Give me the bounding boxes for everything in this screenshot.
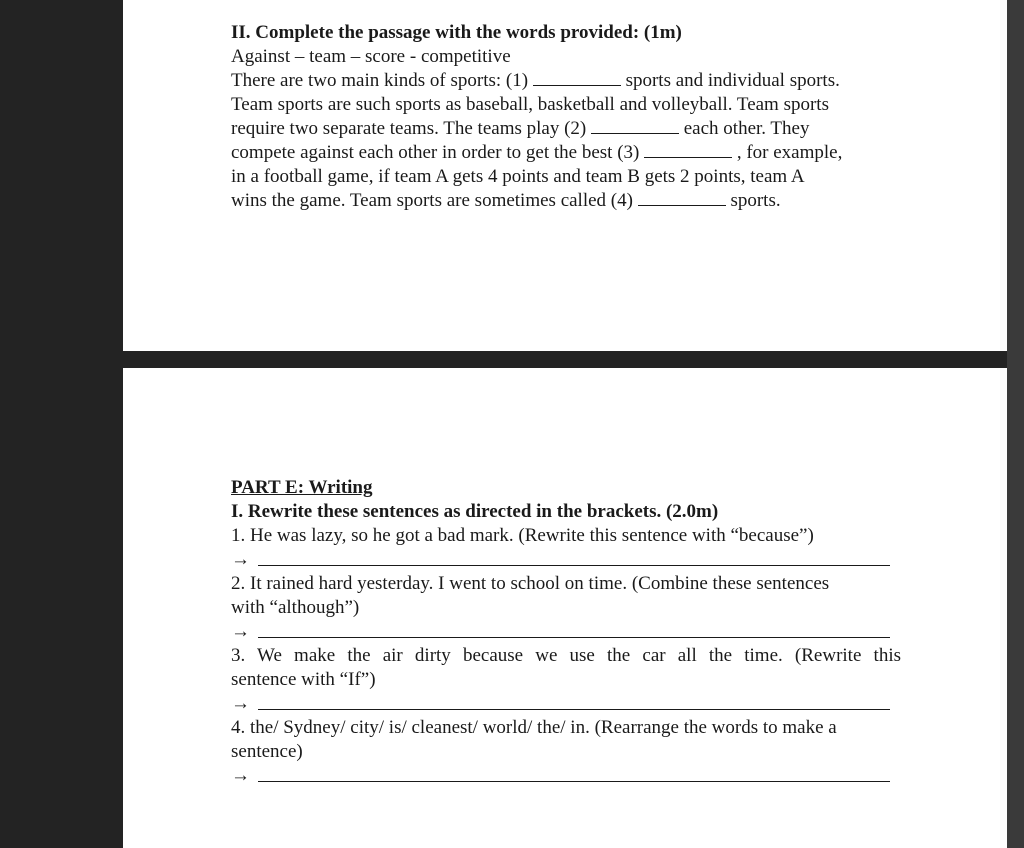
question-2: 2. It rained hard yesterday. I went to school on time. (Combine these sentences xyxy=(231,573,830,594)
passage-line: Team sports are such sports as baseball, basketball and volleyball. Team sports xyxy=(231,94,829,115)
passage-text: each other. They xyxy=(678,118,810,139)
arrow-icon: → xyxy=(231,765,250,786)
passage-line xyxy=(231,69,901,93)
section-heading: II. Complete the passage with the words provided: (1m) xyxy=(231,22,682,43)
arrow-icon: → xyxy=(231,621,250,642)
passage-text: , for example, xyxy=(732,142,843,163)
passage-text: require two separate teams. The teams play (2) xyxy=(231,118,591,139)
question-4-cont: sentence) xyxy=(231,741,303,762)
worksheet-page-bottom xyxy=(123,368,1007,848)
passage-line: in a football game, if team A gets 4 points and team B gets 2 points, team A xyxy=(231,166,805,187)
answer-line-4 xyxy=(258,781,890,782)
word-bank: Against – team – score - competitive xyxy=(231,46,511,67)
passage-section xyxy=(231,21,901,213)
answer-line-3 xyxy=(258,709,890,710)
passage-line xyxy=(231,141,901,165)
blank-3 xyxy=(644,141,732,158)
arrow-icon: → xyxy=(231,549,250,570)
answer-row-1 xyxy=(231,548,901,572)
blank-2 xyxy=(591,117,679,134)
question-2-cont: with “although”) xyxy=(231,597,360,618)
passage-line xyxy=(231,117,901,141)
question-1: 1. He was lazy, so he got a bad mark. (Rewrite this sentence with “because”) xyxy=(231,525,814,546)
passage-text: sports. xyxy=(725,190,781,211)
section-heading: I. Rewrite these sentences as directed in the brackets. (2.0m) xyxy=(231,501,719,522)
question-3: 3. We make the air dirty because we use the car all the time. (Rewrite this xyxy=(231,645,901,666)
passage-text: compete against each other in order to get the best (3) xyxy=(231,142,645,163)
passage-text: sports and individual sports. xyxy=(620,70,840,91)
writing-section xyxy=(231,476,901,788)
answer-line-1 xyxy=(258,565,890,566)
answer-line-2 xyxy=(258,637,890,638)
answer-row-4 xyxy=(231,764,901,788)
answer-row-3 xyxy=(231,692,901,716)
passage-line xyxy=(231,189,901,213)
arrow-icon: → xyxy=(231,693,250,714)
question-4: 4. the/ Sydney/ city/ is/ cleanest/ world/ the/ in. (Rearrange the words to make a xyxy=(231,717,837,738)
passage-text: wins the game. Team sports are sometimes called (4) xyxy=(231,190,638,211)
blank-4 xyxy=(638,189,726,206)
worksheet-page-top xyxy=(123,0,1007,351)
blank-1 xyxy=(533,69,621,86)
part-title: PART E: Writing xyxy=(231,477,373,498)
scrollbar-edge xyxy=(1007,0,1024,848)
answer-row-2 xyxy=(231,620,901,644)
question-3-cont: sentence with “If”) xyxy=(231,669,376,690)
passage-text: There are two main kinds of sports: (1) xyxy=(231,70,533,91)
